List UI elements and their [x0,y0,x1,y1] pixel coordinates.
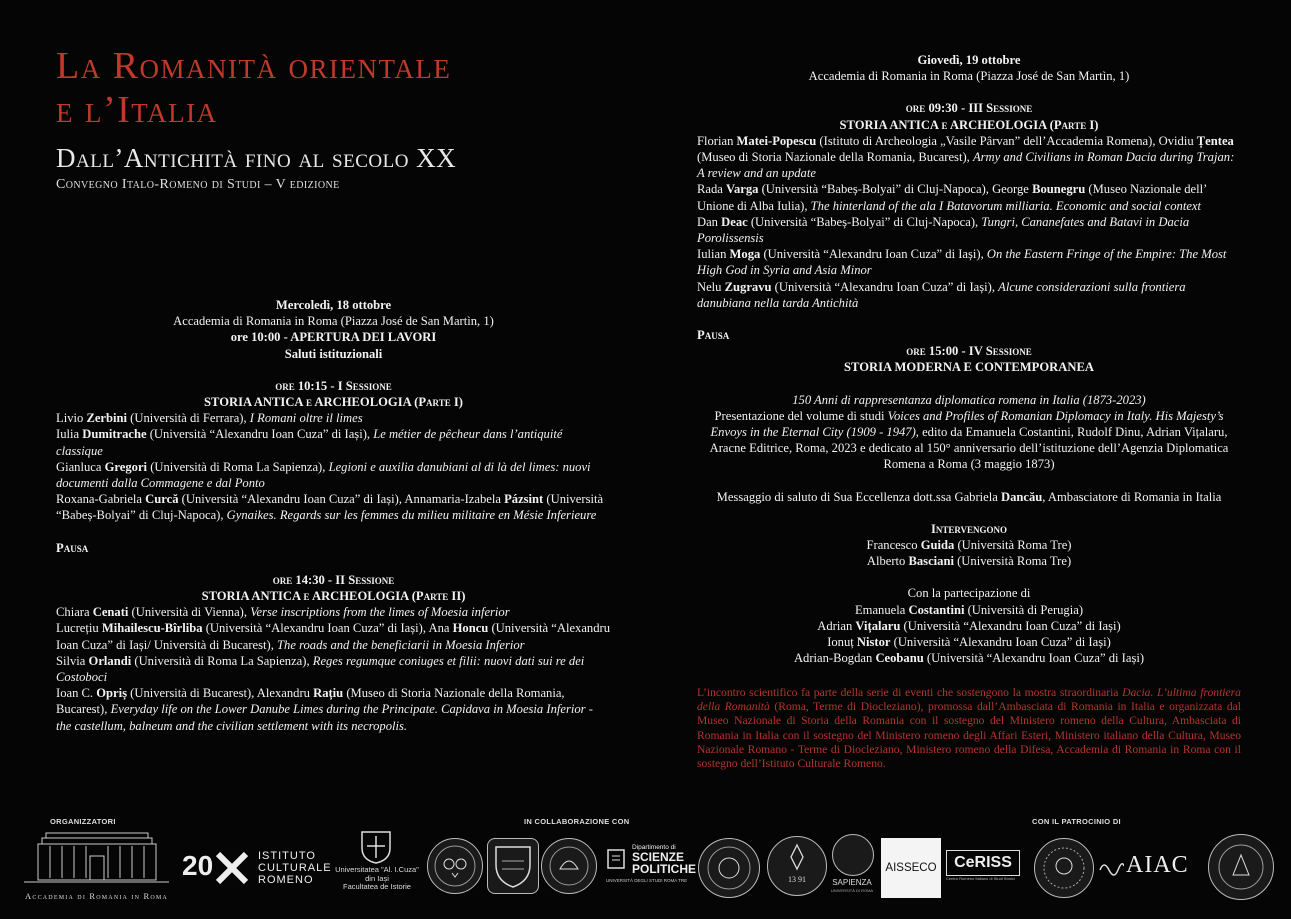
speaker: Alberto Basciani (Università Roma Tre) [866,554,1072,569]
event-note: L’incontro scientifico fa parte della serie di eventi che sostengono la mostra straordinaria Dacia. L’ultima frontiera della Romanità (Roma, Terme di Diocleziano), promossa dall’Ambasciata di Romania in Italia e organizzata dal Museo Nazionale di Storia della Romania con il sostegno del Ministero romeno della Cultura, Ambasciata di Romania in Italia con il sostegno del Ministero romeno degli Affari Esteri, Ministero italiano della Cultura, Museo Nazionale Romano - Terme di Diocleziano, Ministero romeno della Difesa, Accademia di Romania in Roma con il sostegno dell’Istituto Culturale Romeno. [697,686,1241,771]
session3-time: ore 09:30 - III Sessione [905,101,1033,116]
session4-time: ore 15:00 - IV Sessione [906,344,1032,359]
uaic-crest-icon [360,830,392,864]
talk: Florian Matei-Popescu (Istituto di Archeologia „Vasile Pârvan” dell’Accademia Romena), Ovidiu Țentea (Museo di Storia Nazionale della Romania, Bucarest), Army and Civilians in Roman Dacia during Trajan: A review and an update [697,133,1235,181]
shield-icon [488,839,538,893]
day1-venue: Accademia di Romania in Roma (Piazza José de San Martìn, 1) [173,314,494,329]
aiac-name: AIAC [1126,852,1189,878]
sapienza-seal-icon [832,834,874,876]
day2-venue: Accademia di Romania in Roma (Piazza José de San Martìn, 1) [808,69,1130,84]
uaic-logo [332,830,422,896]
title-line-1: La Romanità orientale [56,45,452,87]
pause-label: Pausa [56,540,89,555]
session3-title: STORIA ANTICA e ARCHEOLOGIA (Parte I) [839,117,1099,132]
dipartimento-text: Dipartimento di SCIENZE POLITICHE [632,844,697,876]
day1-date: Mercoledì, 18 ottobre [275,298,392,312]
ceriss-subtitle: Centro Romeno Italiano di Studi Storici [946,876,1015,881]
aisseco-logo: AISSECO [881,838,941,898]
day2-date: Giovedì, 19 ottobre [917,53,1021,67]
aiac-logo [1098,850,1198,886]
accademia-logo [14,830,179,900]
talk: Iulia Dumitrache (Università “Alexandru Ioan Cuza” di Iași), Le métier de pêcheur dans l’antiquité classique [56,427,563,458]
organizers-label: ORGANIZZATORI [50,817,116,826]
patronage-label: CON IL PATROCINIO DI [1032,817,1121,826]
seal-icon [699,839,759,897]
session4-title: STORIA MODERNA E CONTEMPORANEA [844,360,1094,375]
collaborator-seal-owl [427,838,483,894]
collaborator-seal-3 [541,838,597,894]
coin-icon [1035,839,1093,897]
session2-title: STORIA ANTICA e ARCHEOLOGIA (Parte II) [201,589,466,604]
talk: Iulian Moga (Università “Alexandru Ioan Cuza” di Iași), On the Eastern Fringe of the Empire: The Most High God in Syria and Asia Minor [697,247,1227,278]
collaborator-seal-5 [698,838,760,898]
accademia-building-icon [14,830,179,886]
ferrara-year: 13 91 [788,875,806,884]
talk: Roxana-Gabriela Curcă (Università “Alexandru Ioan Cuza” di Iași), Annamaria-Izabela Pázsint (Università “Babeș-Bolyai” di Cluj-Napoca), Gynaikes. Regards sur les femmes du milieu militaire en Mésie Inferieure [56,492,604,523]
talk: Nelu Zugravu (Università “Alexandru Ioan Cuza” di Iași), Alcune considerazioni sulla frontiera danubiana nella tarda Antichità [697,279,1186,310]
participation-label: Con la partecipazione di [907,586,1031,601]
ferrara-seal [767,836,827,896]
talk: Silvia Orlandi (Università di Roma La Sapienza), Reges regumque coniuges et filii: nuovi dati sui re dei Costoboci [56,653,585,685]
session1-time: ore 10:15 - I Sessione [275,378,392,393]
event-title [56,44,656,132]
sapienza-name: SAPIENZA [832,878,872,887]
participant: Ionuț Nistor (Università “Alexandru Ioan Cuza” di Iași) [827,635,1111,650]
event-edition: Convegno Italo-Romeno di Studi – V edizione [56,177,340,192]
dipartimento-university: UNIVERSITÀ DEGLI STUDI ROMA TRE [606,878,688,883]
talk: Dan Deac (Università “Babeș-Bolyai” di Cluj-Napoca), Tungri, Cananefates and Batavi in Dacia Porolissensis [697,214,1190,246]
anniversary-line: 150 Anni di rappresentanza diplomatica romena in Italia (1873-2023) [792,392,1146,407]
dipartimento-icon [606,848,628,872]
icr-number: 20 [182,850,214,881]
day2-program [697,52,1241,667]
talk: Livio Zerbini (Università di Ferrara), I Romani oltre il limes [56,411,363,426]
dipartimento-logo [606,844,697,890]
ambassador-message: Messaggio di saluto di Sua Eccellenza dott.ssa Gabriela Dancău, Ambasciatore di Romania in Italia [716,489,1222,504]
participant: Adrian-Bogdan Ceobanu (Università “Alexandru Ioan Cuza” di Iași) [793,651,1145,666]
day1-opening: ore 10:00 - APERTURA DEI LAVORI [230,330,437,345]
collaborator-seal-shield [487,838,539,894]
patronage-coin-seal [1034,838,1094,898]
pause-label: Pausa [697,328,730,343]
book-presentation: Presentazione del volume di studi Voices and Profiles of Romanian Diplomacy in Italy. His Majesty’s Envoys in the Eternal City (1909 - 1947), edito da Emanuela Costantini, Rudolf Dinu, Adrian Vițalaru, Aracne Editrice, Roma, 2023 e dedicato al 150° anniversario dell’istituzione dell’Agenzia Diplomatica Romena a Roma (3 maggio 1873) [709,408,1229,472]
collab-label: IN COLLABORAZIONE CON [524,817,630,826]
patronage-academy-seal [1208,834,1274,900]
seal-icon [542,839,596,893]
day1-greetings: Saluti istituzionali [284,346,383,361]
talk: Rada Varga (Università “Babeș-Bolyai” di Cluj-Napoca), George Bounegru (Museo Nazionale dell’ Unione di Alba Iulia), The hinterland of the ala I Batavorum milliaria. Economic and social context [697,182,1207,213]
speakers-label: Intervengono [930,521,1008,536]
uaic-text: Universitatea "Al. I.Cuza" din Iași Facultatea de Istorie [335,865,419,891]
day1-program [56,297,611,734]
owl-icon [428,839,482,893]
talk: Chiara Cenati (Università di Vienna), Verse inscriptions from the limes of Moesia inferior [56,605,510,620]
talk: Lucrețiu Mihailescu-Bîrliba (Università “Alexandru Ioan Cuza” di Iași), Ana Honcu (Università “Alexandru Ioan Cuza” di Iași/ Università di Bucarest), The roads and the beneficiarii in Moesia Inferior [56,621,611,652]
speaker: Francesco Guida (Università Roma Tre) [866,538,1072,553]
ferrara-emblem-icon [768,837,826,877]
session1-title: STORIA ANTICA e ARCHEOLOGIA (Parte I) [204,395,463,410]
aiac-wave-icon [1098,856,1124,878]
ceriss-logo [946,850,1026,884]
event-subtitle: Dall’Antichità fino al secolo XX [56,143,457,173]
accademia-caption: Accademia di Romania in Roma [25,891,168,901]
title-line-2: e l’Italia [56,89,218,131]
participant: Adrian Vițalaru (Università “Alexandru Ioan Cuza” di Iași) [817,618,1121,633]
icr-text: ISTITUTO CULTURALE ROMENO [258,850,332,886]
ceriss-name: CeRISS [946,850,1020,876]
icr-logo [182,850,332,894]
participant: Emanuela Costantini (Università di Perugia) [854,602,1084,617]
session2-time: ore 14:30 - II Sessione [272,572,395,587]
icr-emblem-icon [216,852,248,884]
sapienza-subtitle: UNIVERSITÀ DI ROMA [830,888,874,893]
academy-seal-icon [1209,835,1273,899]
sapienza-logo [828,834,876,900]
talk: Ioan C. Opriș (Università di Bucarest), Alexandru Rațiu (Museo di Storia Nazionale della Romania, Bucarest), Everyday life on the Lower Danube Limes during the Principate. Capidava in Moesia Inferior - the castellum, balneum and the civilian settlement with its necropolis. [56,686,593,733]
talk: Gianluca Gregori (Università di Roma La Sapienza), Legioni e auxilia danubiani al di là del limes: nuovi documenti dalla Commagene e dal Ponto [56,459,591,491]
